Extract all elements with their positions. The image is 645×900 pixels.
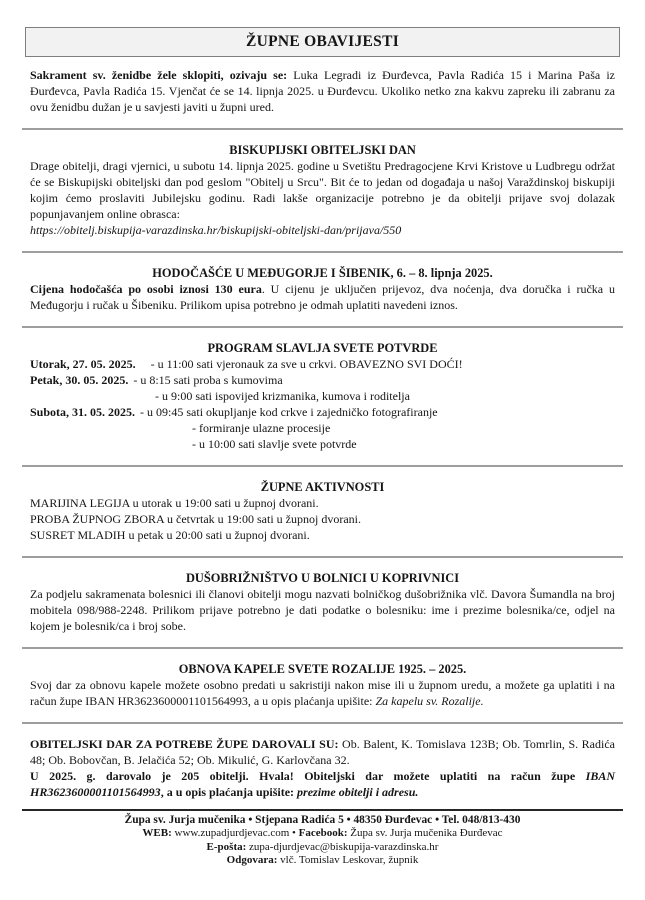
section-divider	[22, 465, 623, 467]
program-row	[30, 436, 615, 452]
marriage-text: Luka Legradi iz Đurđevca, Pavla Radića 15 i Marina Paša iz Đurđevca, Pavla Radića 15. Vjenčat će se 14. lipnja 2025. u Đurđevcu. Ukoliko netko zna kakvu zapreku ili zabranu za ovu ženidbu dužan je u savjesti javiti u župni ured.	[30, 68, 615, 114]
footer-web-line	[30, 827, 615, 840]
activity-line: PROBA ŽUPNOG ZBORA u četvrtak u 19:00 sati u župnoj dvorani.	[30, 512, 361, 526]
bishop-day-heading: BISKUPIJSKI OBITELJSKI DAN	[229, 143, 416, 157]
gift-thanks-text: U 2025. g. darovalo je 205 obitelji. Hvala! Obiteljski dar možete uplatiti na račun župe	[30, 769, 586, 783]
marriage-label: Sakrament sv. ženidbe žele sklopiti, ozivaju se:	[30, 68, 288, 82]
program-row	[30, 420, 615, 436]
gift-thanks-paragraph	[30, 768, 615, 800]
bishop-day-paragraph	[30, 158, 615, 238]
section-family-gift	[30, 736, 615, 800]
section-divider	[22, 251, 623, 253]
hospital-paragraph: Za podjelu sakramenata bolesnici ili članovi obitelji mogu nazvati bolničkog dušobrižnika vlč. Davora Šumandla na broj mobitela 098/988-2248. Prilikom prijave potrebno je dati podatke o bolesniku: ime i prezime bolesnika/ce, odjel na kojem je bolesnik/ca i broj sobe.	[30, 587, 615, 633]
donors-list: Ob. Balent, K. Tomislava 123B; Ob. Tomrlin, S. Radića 48; Ob. Bobovčan, B. Jelačića 52; Ob. Mikulić, G. Karlovčana 32.	[30, 737, 615, 767]
pilgrimage-body: . U cijenu je uključen prijevoz, dva noćenja, dva doručka i ručka u Međugorju i ručak u Šibeniku. Prilikom upisa potrebno je odmah uplatiti navedeni iznos.	[30, 282, 615, 312]
chapel-paragraph	[30, 677, 615, 709]
program-date: Petak, 30. 05. 2025.	[30, 373, 129, 387]
web-label: WEB:	[142, 827, 172, 840]
footer-email-line	[30, 841, 615, 854]
gift-thanks-text-2: , a u opis plaćanja upišite:	[160, 785, 298, 799]
program-date: Subota, 31. 05. 2025.	[30, 405, 136, 419]
footer-divider	[22, 809, 623, 811]
parish-footer	[30, 814, 615, 867]
email-link[interactable]: zupa-djurdjevac@biskupija-varazdinska.hr	[246, 840, 439, 853]
chapel-body: Svoj dar za obnovu kapele možete osobno predati u sakristiji nakon mise ili u župnom uredu, a možete ga uplatiti i na račun župe IBAN HR3623600001101564993, a u opis plaćanja upišite:	[30, 678, 615, 708]
hospital-heading: DUŠOBRIŽNIŠTVO U BOLNICI U KOPRIVNICI	[185, 571, 460, 585]
donors-paragraph	[30, 736, 615, 768]
bishop-day-body: Drage obitelji, dragi vjernici, u subotu 14. lipnja 2025. godine u Svetištu Predragocjene Krvi Kristove u Ludbregu održat će se Biskupijski obiteljski dan pod geslom "Obitelj u Srcu". Bit će to jedan od događaja u našoj Varaždinskoj biskupiji kojim ćemo proslaviti Jubilejsku godinu. Radi lakše organizacije potrebno je da obitelji prijave svoj dolazak popunjavanjem online obrasca:	[30, 159, 615, 221]
responsible-value: vlč. Tomislav Leskovar, župnik	[277, 853, 419, 866]
page-title-box	[25, 27, 620, 57]
page-title: ŽUPNE OBAVIJESTI	[245, 33, 400, 50]
section-activities	[30, 479, 615, 543]
program-item: - u 9:00 sati ispovijed krizmanika, kumova i roditelja	[155, 389, 410, 403]
section-pilgrimage	[30, 265, 615, 313]
section-divider	[22, 722, 623, 724]
responsible-label: Odgovara:	[226, 853, 278, 866]
program-date: Utorak, 27. 05. 2025.	[30, 357, 136, 371]
pilgrimage-paragraph	[30, 281, 615, 313]
website-link[interactable]: www.zupadjurdjevac.com •	[171, 827, 299, 840]
confirmation-heading: PROGRAM SLAVLJA SVETE POTVRDE	[207, 341, 438, 355]
program-item: - u 10:00 sati slavlje svete potvrde	[192, 437, 357, 451]
chapel-payment-note: Za kapelu sv. Rozalije.	[375, 694, 484, 708]
gift-iban: IBAN HR3623600001101564993	[30, 769, 615, 799]
section-hospital-chaplaincy	[30, 570, 615, 634]
footer-responsible-line	[30, 854, 615, 867]
section-divider	[22, 128, 623, 130]
gift-payment-note: prezime obitelji i adresu.	[297, 785, 419, 799]
chapel-heading: OBNOVA KAPELE SVETE ROZALIJE 1925. – 2025.	[178, 662, 467, 676]
section-divider	[22, 647, 623, 649]
program-row	[30, 388, 615, 404]
pilgrimage-heading: HODOČAŠĆE U MEĐUGORJE I ŠIBENIK, 6. – 8. lipnja 2025.	[152, 266, 493, 280]
program-row	[30, 356, 615, 372]
footer-address-line: Župa sv. Jurja mučenika • Stjepana Radića 5 • 48350 Đurđevac • Tel. 048/813-430	[124, 814, 521, 826]
pilgrimage-price-label: Cijena hodočašća po osobi iznosi 130 eura	[30, 282, 262, 296]
section-chapel-renovation	[30, 661, 615, 709]
email-label: E-pošta:	[206, 840, 247, 853]
donors-label: OBITELJSKI DAR ZA POTREBE ŽUPE DAROVALI SU:	[30, 737, 339, 751]
marriage-announcement	[30, 67, 615, 115]
program-item: - u 09:45 sati okupljanje kod crkve i zajedničko fotografiranje	[140, 405, 438, 419]
program-item: - u 11:00 sati vjeronauk za sve u crkvi. OBAVEZNO SVI DOĆI!	[150, 357, 463, 371]
activity-line: MARIJINA LEGIJA u utorak u 19:00 sati u župnoj dvorani.	[30, 496, 319, 510]
section-confirmation-program	[30, 340, 615, 452]
section-divider	[22, 326, 623, 328]
program-row	[30, 372, 615, 388]
program-item: - formiranje ulazne procesije	[192, 421, 331, 435]
program-row	[30, 404, 615, 420]
facebook-label: Facebook:	[298, 827, 348, 840]
activities-heading: ŽUPNE AKTIVNOSTI	[260, 480, 385, 494]
section-divider	[22, 556, 623, 558]
registration-url-link[interactable]: https://obitelj.biskupija-varazdinska.hr/biskupijski-obiteljski-dan/prijava/550	[30, 223, 402, 237]
facebook-value: Župa sv. Jurja mučenika Đurđevac	[347, 827, 503, 840]
activity-line: SUSRET MLADIH u petak u 20:00 sati u župnoj dvorani.	[30, 528, 310, 542]
section-bishop-day	[30, 142, 615, 238]
program-item: - u 8:15 sati proba s kumovima	[133, 373, 283, 387]
